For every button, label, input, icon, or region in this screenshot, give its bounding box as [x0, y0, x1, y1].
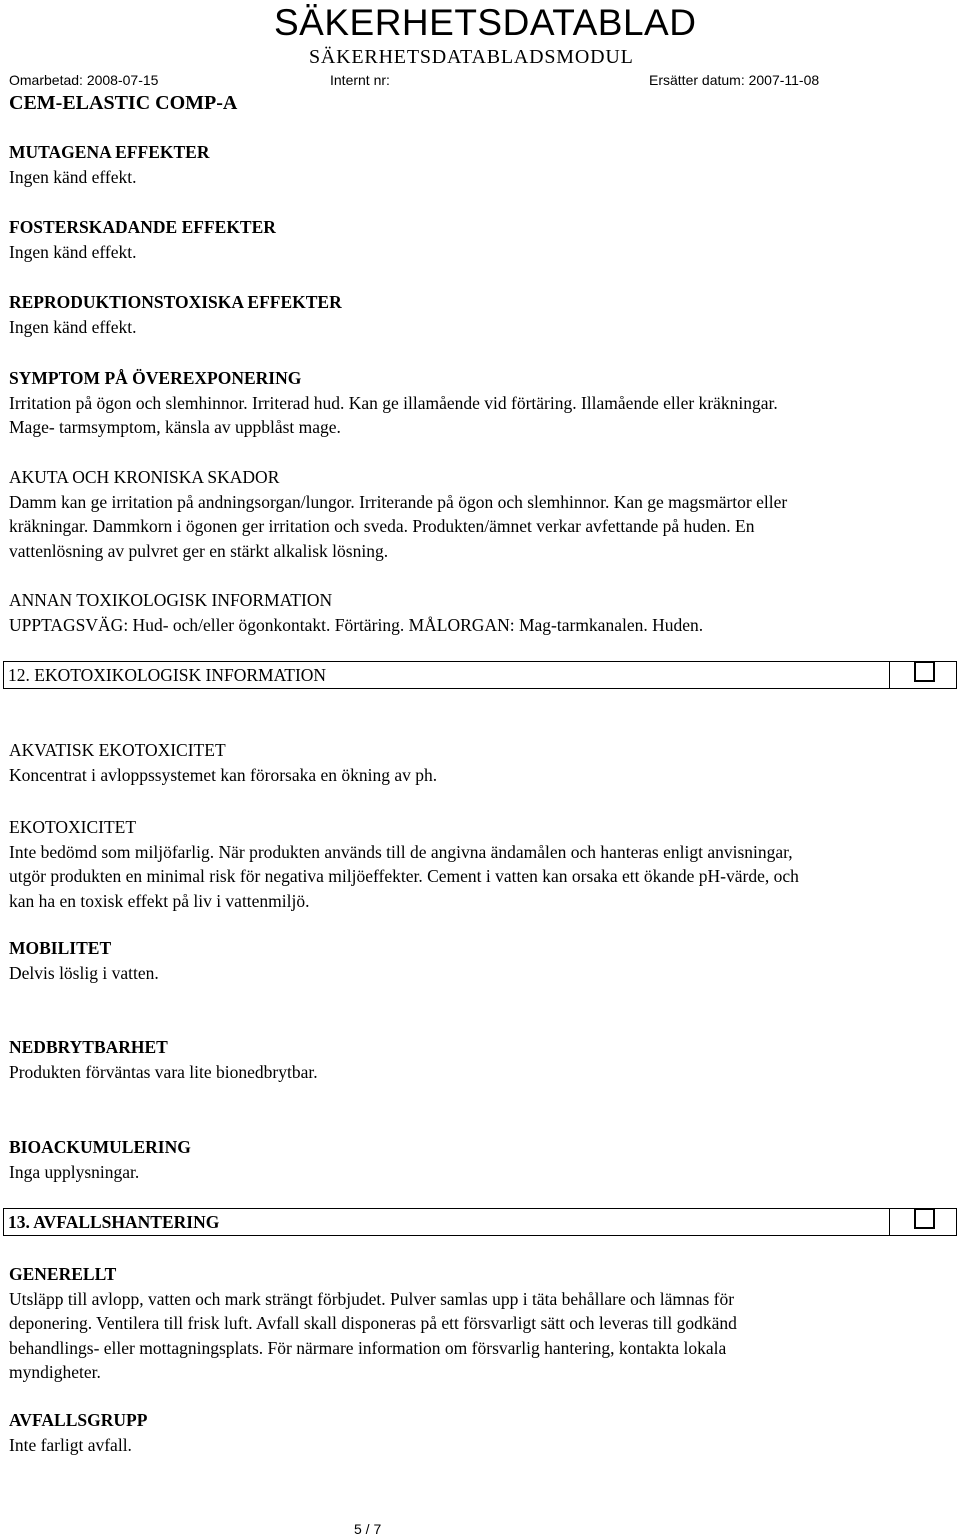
other-tox-section	[9, 588, 949, 637]
fetal-heading: FOSTERSKADANDE EFFEKTER	[9, 217, 276, 237]
document-subtitle: SÄKERHETSDATABLADSMODUL	[309, 46, 634, 68]
ecotox-heading: EKOTOXICITET	[9, 817, 137, 837]
general-line: behandlings- eller mottagningsplats. För närmare information om försvarlig hantering, kontakta lokala	[9, 1337, 727, 1358]
revised-date: Omarbetad: 2008-07-15	[9, 72, 159, 88]
bioaccumulation-text: Inga upplysningar.	[9, 1161, 140, 1182]
other-tox-heading: ANNAN TOXIKOLOGISK INFORMATION	[9, 590, 333, 610]
symptom-line: Irritation på ögon och slemhinnor. Irriterad hud. Kan ge illamående vid förtäring. Illamående eller kräkningar.	[9, 392, 778, 413]
waste-group-heading: AVFALLSGRUPP	[9, 1410, 148, 1430]
repro-text: Ingen känd effekt.	[9, 316, 137, 337]
aquatic-text: Koncentrat i avloppssystemet kan förorsaka en ökning av ph.	[9, 764, 438, 785]
product-name: CEM-ELASTIC COMP-A	[9, 92, 238, 114]
section-12-checkbox[interactable]	[914, 661, 935, 682]
degradability-heading: NEDBRYTBARHET	[9, 1037, 168, 1057]
document-title: SÄKERHETSDATABLAD	[274, 2, 697, 43]
ecotox-line: Inte bedömd som miljöfarlig. När produkten används till de angivna ändamålen och hanteras enligt anvisningar,	[9, 841, 793, 862]
waste-group-section	[9, 1408, 949, 1457]
acute-heading: AKUTA OCH KRONISKA SKADOR	[9, 467, 280, 487]
symptom-section	[9, 366, 949, 440]
mutagenic-section	[9, 140, 949, 189]
repro-heading: REPRODUKTIONSTOXISKA EFFEKTER	[9, 292, 342, 312]
internal-number: Internt nr:	[330, 72, 390, 88]
mutagenic-text: Ingen känd effekt.	[9, 166, 137, 187]
degradability-text: Produkten förväntas vara lite bionedbrytbar.	[9, 1061, 318, 1082]
aquatic-section	[9, 738, 949, 787]
general-line: deponering. Ventilera till frisk luft. Avfall skall disponeras på ett försvarligt sätt och leveras till godkänd	[9, 1313, 737, 1333]
mobility-heading: MOBILITET	[9, 938, 112, 958]
fetal-section	[9, 215, 949, 264]
acute-section	[9, 465, 949, 563]
general-line: Utsläpp till avlopp, vatten och mark strängt förbjudet. Pulver samlas upp i täta behållare och lämnas för	[9, 1288, 735, 1309]
mobility-section	[9, 936, 949, 985]
general-heading: GENERELLT	[9, 1264, 117, 1284]
fetal-text: Ingen känd effekt.	[9, 241, 137, 262]
waste-group-text: Inte farligt avfall.	[9, 1434, 132, 1455]
mutagenic-heading: MUTAGENA EFFEKTER	[9, 142, 210, 162]
other-tox-text: UPPTAGSVÄG: Hud- och/eller ögonkontakt. Förtäring. MÅLORGAN: Mag-tarmkanalen. Huden.	[9, 614, 704, 635]
symptom-line: Mage- tarmsymptom, känsla av uppblåst mage.	[9, 417, 341, 437]
section-13-header	[3, 1208, 957, 1236]
symptom-heading: SYMPTOM PÅ ÖVEREXPONERING	[9, 368, 302, 388]
acute-line: vattenlösning av pulvret ger en stärkt alkalisk lösning.	[9, 540, 389, 561]
mobility-text: Delvis löslig i vatten.	[9, 962, 159, 983]
bioaccumulation-section	[9, 1135, 949, 1184]
section-divider	[889, 662, 890, 688]
general-section	[9, 1262, 949, 1385]
ecotox-line: kan ha en toxisk effekt på liv i vattenmiljö.	[9, 890, 310, 911]
acute-line: kräkningar. Dammkorn i ögonen ger irritation och sveda. Produkten/ämnet verkar avfettande på huden. En	[9, 516, 755, 536]
replaces-date: Ersätter datum: 2007-11-08	[649, 72, 820, 88]
acute-line: Damm kan ge irritation på andningsorgan/lungor. Irriterande på ögon och slemhinnor. Kan ge magsmärtor eller	[9, 491, 788, 512]
section-12-header	[3, 661, 957, 689]
bioaccumulation-heading: BIOACKUMULERING	[9, 1137, 191, 1157]
section-13-title: 13. AVFALLSHANTERING	[8, 1212, 220, 1232]
page-number: 5 / 7	[354, 1521, 382, 1537]
ecotox-section	[9, 815, 949, 913]
section-divider	[889, 1209, 890, 1235]
section-13-checkbox[interactable]	[914, 1208, 935, 1229]
repro-section	[9, 290, 949, 339]
aquatic-heading: AKVATISK EKOTOXICITET	[9, 740, 226, 760]
section-12-title: 12. EKOTOXIKOLOGISK INFORMATION	[8, 665, 327, 685]
ecotox-line: utgör produkten en minimal risk för negativa miljöeffekter. Cement i vatten kan orsaka ett ökande pH-värde, och	[9, 866, 799, 886]
general-line: myndigheter.	[9, 1362, 101, 1382]
degradability-section	[9, 1035, 949, 1084]
